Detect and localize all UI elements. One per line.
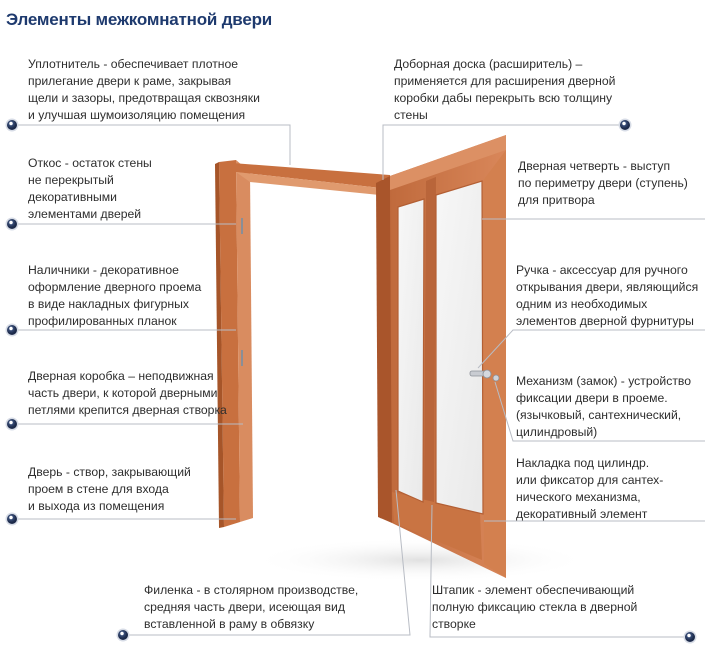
bullet-extension xyxy=(620,120,630,130)
label-casing: Наличники - декоративное оформление дверного проема в виде накладных фигурных профилированных планок xyxy=(28,263,202,328)
label-panel: Филенка - в столярном производстве, средняя часть двери, исеющая вид вставленной в раму в обвязку xyxy=(144,583,359,631)
label-handle: Ручка - аксессуар для ручного открывания двери, являющийся одним из необходимых элементов дверной фурнитуры xyxy=(516,263,699,328)
bullet-panel xyxy=(118,630,128,640)
floor-shadow xyxy=(250,538,590,582)
bullet-reveal xyxy=(7,219,17,229)
bullet-bead xyxy=(685,632,695,642)
door-frame xyxy=(215,160,392,528)
label-bead: Штапик - элемент обеспечивающий полную фиксацию стекла в дверной створке xyxy=(432,583,638,631)
bullet-casing xyxy=(7,325,17,335)
label-lock: Механизм (замок) - устройство фиксации двери в проеме. (язычковый, сантехнический, цилиндровый) xyxy=(516,374,692,439)
bullet-frame xyxy=(7,419,17,429)
label-leaf: Дверь - створ, закрывающий проем в стене для входа и выхода из помещения xyxy=(28,465,191,513)
label-rabbet: Дверная четверть - выступ по периметру двери (ступень) для притвора xyxy=(518,159,688,207)
hinge-top xyxy=(241,218,243,234)
door-panel-glass xyxy=(398,181,483,514)
label-extension: Доборная доска (расширитель) – применяется для расширения дверной коробки дабы перекрыть всю толщину стены xyxy=(394,57,616,122)
label-seal: Уплотнитель - обеспечивает плотное прилегание двери к раме, закрывая щели и зазоры, предотвращая сквозняки и улучшая шумоизоляцию помещения xyxy=(28,57,260,122)
label-cover: Накладка под цилиндр. или фиксатор для сантех- нического механизма, декоративный элемент xyxy=(516,456,664,521)
bullet-seal xyxy=(7,120,17,130)
page-title: Элементы межкомнатной двери xyxy=(6,10,273,29)
bullet-leaf xyxy=(7,514,17,524)
label-frame: Дверная коробка – неподвижная часть двери, к которой дверными петлями крепится дверная створка xyxy=(28,369,227,417)
label-reveal: Откос - остаток стены не перекрытый декоративными элементами дверей xyxy=(28,156,152,221)
hinge-bottom xyxy=(241,350,243,366)
